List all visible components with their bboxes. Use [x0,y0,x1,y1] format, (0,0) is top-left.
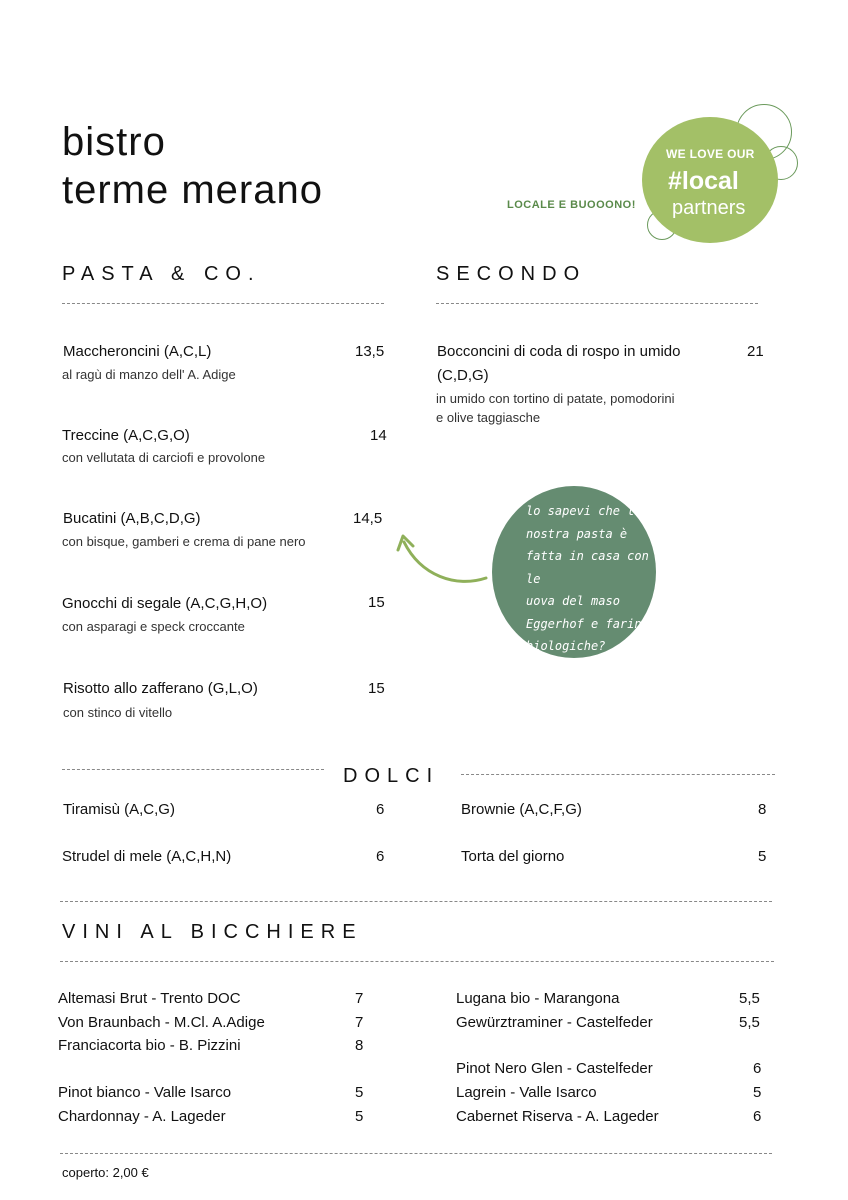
wine-name: Cabernet Riserva - A. Lageder [456,1108,659,1125]
pasta-item-price: 13,5 [355,343,385,360]
pasta-item-price: 14,5 [353,510,383,527]
pasta-item-desc: con stinco di vitello [63,705,173,720]
dolci-section-title: DOLCI [343,765,440,787]
pasta-item-name: Gnocchi di segale (A,C,G,H,O) [62,595,268,612]
dolci-item-price: 8 [758,801,767,818]
footer-divider [60,1153,772,1154]
vini-section-title: VINI AL BICCHIERE [62,921,363,943]
wine-name: Pinot Nero Glen - Castelfeder [456,1060,653,1077]
secondo-item-name-line-1: Bocconcini di coda di rospo in umido [437,343,681,360]
wine-price: 7 [355,1014,364,1031]
badge-line-2: #local [668,167,739,195]
wine-price: 6 [753,1060,762,1077]
badge-line-1: WE LOVE OUR [666,147,755,161]
dolci-item-price: 5 [758,848,767,865]
pasta-item-price: 15 [368,680,385,697]
pasta-item-name: Bucatini (A,B,C,D,G) [63,510,201,527]
secondo-section-title: SECONDO [436,263,587,285]
wine-price: 8 [355,1037,364,1054]
wine-price: 5 [355,1108,364,1125]
wine-price: 6 [753,1108,762,1125]
wine-name: Lagrein - Valle Isarco [456,1084,597,1101]
pasta-divider [62,303,384,304]
dolci-divider-right [461,774,775,775]
title-line-2: terme merano [62,168,323,212]
wine-price: 5,5 [739,1014,760,1031]
dolci-item-price: 6 [376,848,385,865]
tagline: LOCALE E BUOOONO! [507,199,636,211]
note-line: nostra pasta è [526,526,628,541]
note-line: uova del maso [526,594,620,608]
dolci-item-price: 6 [376,801,385,818]
secondo-item-desc-line-1: in umido con tortino di patate, pomodorini [436,391,675,406]
wine-name: Lugana bio - Marangona [456,990,620,1007]
dolci-item-name: Brownie (A,C,F,G) [461,801,582,818]
wine-price: 7 [355,990,364,1007]
secondo-item-name-line-2: (C,D,G) [437,367,489,384]
pasta-item-price: 15 [368,594,385,611]
restaurant-title [62,118,323,214]
note-line: fatta in casa con le [526,549,649,586]
homemade-pasta-note-text [526,500,666,658]
pasta-item-name: Maccheroncini (A,C,L) [63,343,212,360]
pasta-item-name: Risotto allo zafferano (G,L,O) [63,680,258,697]
pasta-item-desc: con bisque, gamberi e crema di pane nero [62,534,306,549]
wine-price: 5 [753,1084,762,1101]
local-partners-badge [642,117,778,243]
wine-name: Gewürztraminer - Castelfeder [456,1014,653,1031]
note-line: biologiche? [526,639,606,653]
wine-name: Pinot bianco - Valle Isarco [58,1084,232,1101]
dolci-item-name: Torta del giorno [461,848,565,865]
dolci-divider-left [62,769,324,770]
secondo-divider [436,303,758,304]
wine-name: Von Braunbach - M.Cl. A.Adige [58,1014,265,1031]
wine-name: Altemasi Brut - Trento DOC [58,990,241,1007]
pasta-section-title: PASTA & CO. [62,263,261,285]
wine-name: Franciacorta bio - B. Pizzini [58,1037,241,1054]
pasta-item-desc: con asparagi e speck croccante [62,619,245,634]
secondo-item-desc-line-2: e olive taggiasche [436,410,541,425]
vini-divider [60,961,774,962]
pasta-item-name: Treccine (A,C,G,O) [62,427,190,444]
wine-price: 5 [355,1084,364,1101]
pasta-item-desc: con vellutata di carciofi e provolone [62,450,266,465]
secondo-item-price: 21 [747,343,764,360]
pasta-item-desc: al ragù di manzo dell' A. Adige [62,367,236,382]
wine-price: 5,5 [739,990,760,1007]
section-divider [60,901,772,902]
badge-line-3: partners [672,197,746,219]
note-line: Eggerhof e farine [526,616,649,631]
dolci-item-name: Strudel di mele (A,C,H,N) [62,848,232,865]
dolci-item-name: Tiramisù (A,C,G) [63,801,175,818]
pasta-item-price: 14 [370,427,387,444]
wine-name: Chardonnay - A. Lageder [58,1108,226,1125]
title-line-1: bistro [62,120,166,164]
note-line: lo sapevi che la [526,504,642,518]
curved-arrow-icon [396,530,492,590]
coperto-note: coperto: 2,00 € [62,1165,149,1180]
